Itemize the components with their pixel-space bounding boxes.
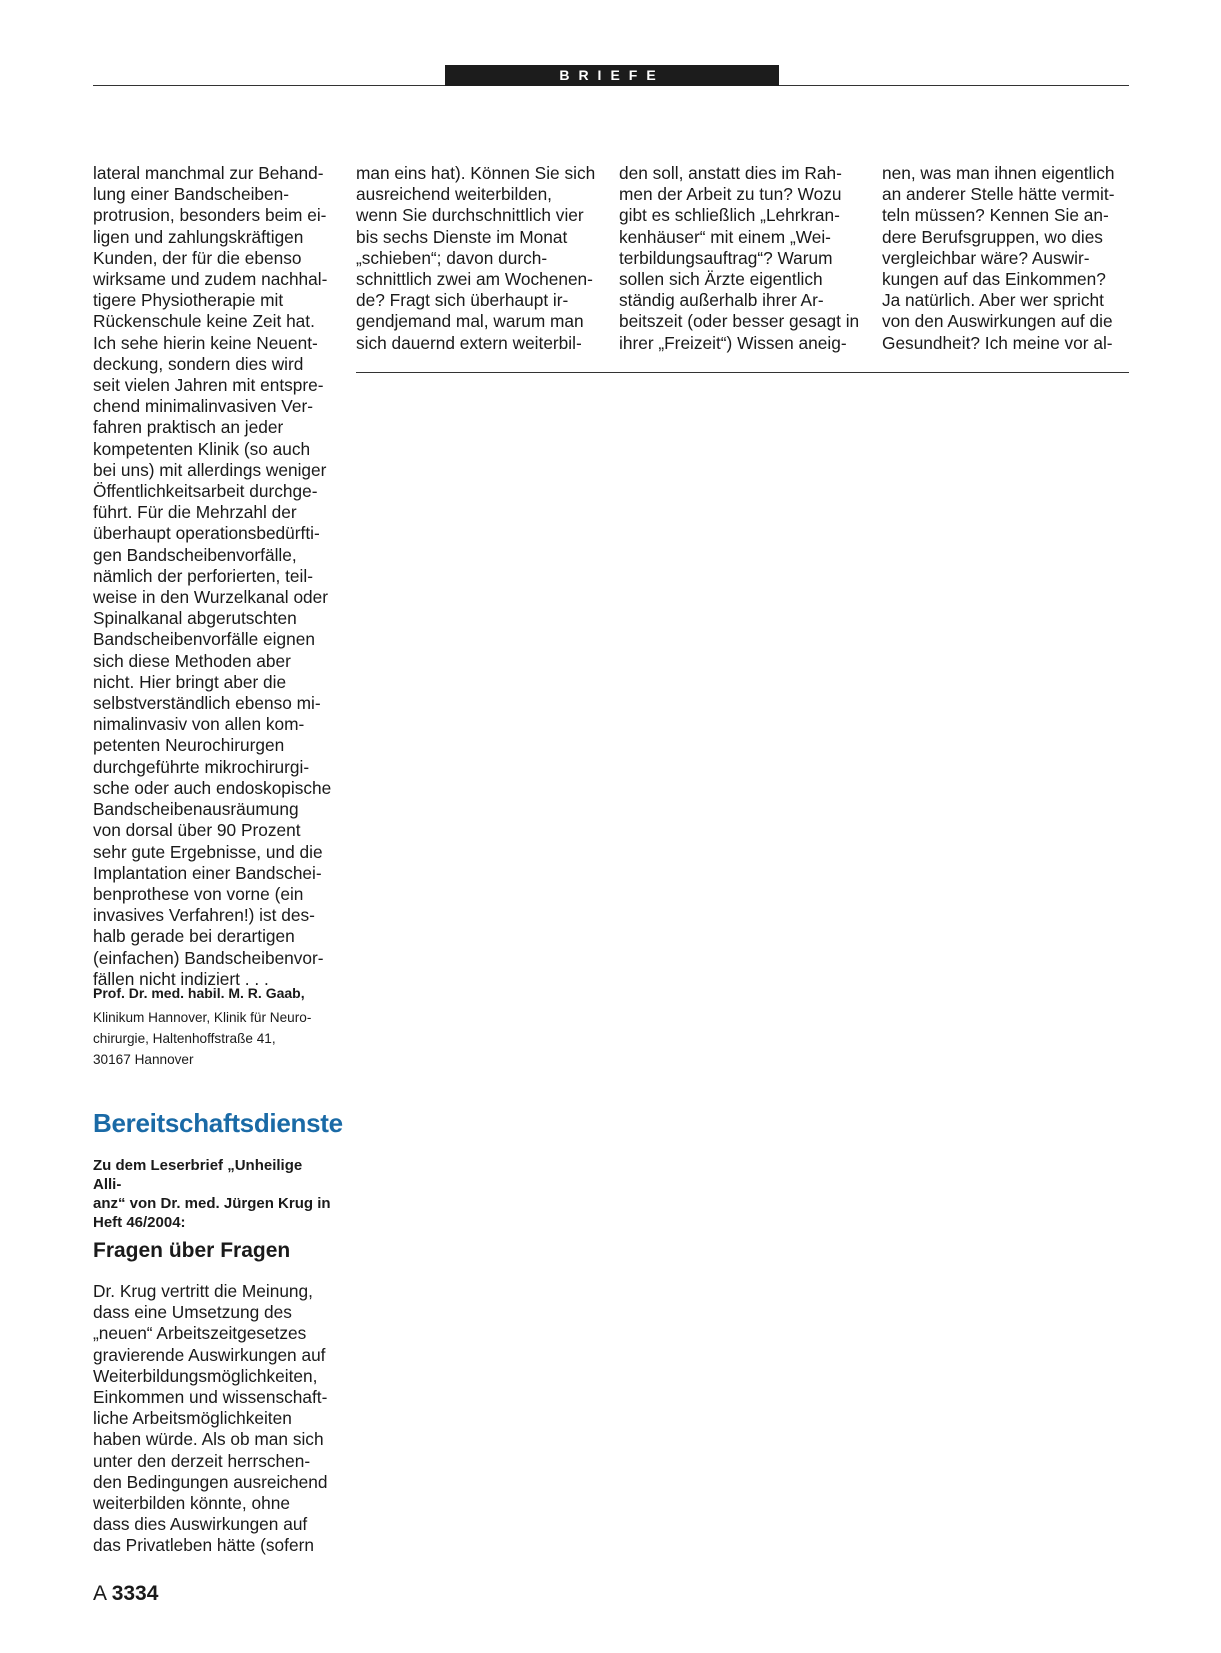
text-column-2: man eins hat). Können Sie sich ausreichend weiterbilden, wenn Sie durchschnittlich vier bis sechs Dienste im Monat „schieben“; davon durch- schnittlich zwei am Wochenen- de? Fragt sich überhaupt ir- gendjemand mal, warum man sich dauernd extern weiterbil-	[356, 163, 596, 353]
text-column-4: nen, was man ihnen eigentlich an anderer Stelle hätte vermit- teln müssen? Kennen Sie an- dere Berufsgruppen, wo dies vergleichbar wäre? Auswir- kungen auf das Einkommen? Ja natürlich. Aber wer spricht von den Auswirkungen auf die Gesundheit? Ich meine vor al-	[882, 163, 1115, 353]
column-end-rule	[356, 372, 1129, 373]
letter-title: Fragen über Fragen	[93, 1239, 291, 1262]
text-column-3: den soll, anstatt dies im Rah- men der Arbeit zu tun? Wozu gibt es schließlich „Lehrkran- kenhäuser“ mit einem „Wei- terbildungsauftrag“? Warum sollen sich Ärzte eigentlich ständig außerhalb ihrer Ar- beitszeit (oder besser gesagt in ihrer „Freizeit“) Wissen aneig-	[619, 163, 860, 353]
signature-address: Klinikum Hannover, Klinik für Neuro- chirurgie, Haltenhoffstraße 41, 30167 Hannover	[93, 1010, 312, 1067]
section-header: BRIEFE	[445, 65, 779, 86]
letter-reference: Zu dem Leserbrief „Unheilige Alli- anz“ von Dr. med. Jürgen Krug in Heft 46/2004:	[93, 1157, 331, 1231]
section-heading: Bereitschaftsdienste	[93, 1108, 343, 1138]
text-column-1: lateral manchmal zur Behand- lung einer Bandscheiben- protrusion, besonders beim ei- ligen und zahlungskräftigen Kunden, der für die ebenso wirksame und zudem nachhal- tigere Physiotherapie mit Rückenschule keine Zeit hat. Ich sehe hierin keine Neuent- deckung, sondern dies wird seit vielen Jahren mit entspre- chend minimalinvasiven Ver- fahren praktisch an jeder kompetenten Klinik (so auch bei uns) mit allerdings weniger Öffentlichkeitsarbeit durchge- führt. Für die Mehrzahl der überhaupt operationsbedürfti- gen Bandscheibenvorfälle, nämlich der perforierten, teil- weise in den Wurzelkanal oder Spinalkanal abgerutschten Bandscheibenvorfälle eignen sich diese Methoden aber nicht. Hier bringt aber die selbstverständlich ebenso mi- nimalinvasiv von allen kom- petenten Neurochirurgen durchgeführte mikrochirurgi- sche oder auch endoskopische Bandscheibenausräumung von dorsal über 90 Prozent sehr gute Ergebnisse, und die Implantation einer Bandschei- benprothese von vorne (ein invasives Verfahren!) ist des- halb gerade bei derartigen (einfachen) Bandscheibenvor- fällen nicht indiziert . . .	[93, 163, 332, 989]
page-number	[93, 1582, 158, 1606]
signature-name: Prof. Dr. med. habil. M. R. Gaab,	[93, 985, 305, 1001]
page-value: 3334	[111, 1582, 159, 1605]
page-prefix: A	[93, 1582, 106, 1605]
letter-body: Dr. Krug vertritt die Meinung, dass eine Umsetzung des „neuen“ Arbeitszeitgesetzes gravierende Auswirkungen auf Weiterbildungsmöglichkeiten, Einkommen und wissenschaft- liche Arbeitsmöglichkeiten haben würde. Als ob man sich unter den derzeit herrschen- den Bedingungen ausreichend weiterbilden könnte, ohne dass dies Auswirkungen auf das Privatleben hätte (sofern	[93, 1281, 328, 1556]
